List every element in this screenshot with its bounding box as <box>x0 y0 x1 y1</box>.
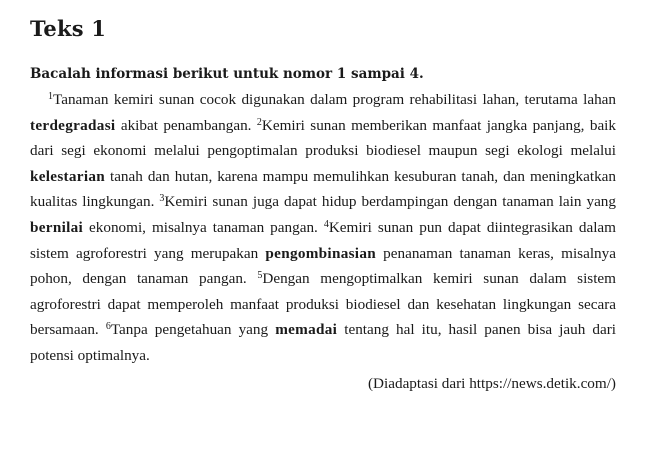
text-document <box>30 16 616 396</box>
reading-instruction: Bacalah informasi berikut untuk nomor 1 sampai 4. <box>30 66 424 82</box>
sentence-1-text-b: akibat penambangan. <box>115 116 257 134</box>
sentence-number-1: 1 <box>48 91 53 102</box>
sentence-5-text: Dengan mengoptimalkan kemiri sunan dalam sistem agroforestri dapat memperoleh manfaat produksi biodiesel dan kesehatan lingkungan secara bersamaan. <box>30 270 616 339</box>
sentence-3-text-b: ekonomi, misalnya tanaman pangan. <box>83 218 324 236</box>
sentence-2-text-b: tanah dan hutan, karena mampu memulihkan kesuburan tanah, dan meningkatkan kualitas lingkungan. <box>30 167 616 211</box>
sentence-6-text-a: Tanpa pengetahuan yang <box>110 321 276 339</box>
sentence-1-text-a: Tanaman kemiri sunan cocok digunakan dalam program rehabilitasi lahan, terutama lahan <box>53 91 616 108</box>
sentence-4-text-b: penanaman tanaman keras, misalnya pohon, dengan tanaman pangan. <box>30 244 616 288</box>
sentence-number-3: 3 <box>159 193 165 205</box>
text-title: Teks 1 <box>30 16 107 41</box>
sentence-number-6: 6 <box>105 321 111 333</box>
source-citation: (Diadaptasi dari https://news.detik.com/) <box>367 374 616 392</box>
sentence-3-text-a: Kemiri sunan juga dapat hidup berdampingan dengan tanaman lain yang <box>164 193 616 211</box>
sentence-6-text-b: tentang hal itu, hasil panen bisa jauh dari potensi optimalnya. <box>30 321 617 364</box>
sentence-4-text-a: Kemiri sunan pun dapat diintegrasikan dalam sistem agroforestri yang merupakan <box>30 218 616 262</box>
passage-paragraph <box>30 87 616 369</box>
term-bernilai: bernilai <box>30 218 84 236</box>
sentence-number-5: 5 <box>257 270 263 282</box>
sentence-2-text-a: Kemiri sunan memberikan manfaat jangka panjang, baik dari segi ekonomi melalui pengoptimalan produksi biodiesel maupun segi ekologi melalui <box>30 116 616 160</box>
term-terdegradasi: terdegradasi <box>30 116 116 134</box>
sentence-number-4: 4 <box>323 218 329 230</box>
term-pengombinasian: pengombinasian <box>265 244 376 262</box>
term-memadai: memadai <box>275 321 338 339</box>
sentence-number-2: 2 <box>256 116 262 128</box>
term-kelestarian: kelestarian <box>30 167 106 185</box>
